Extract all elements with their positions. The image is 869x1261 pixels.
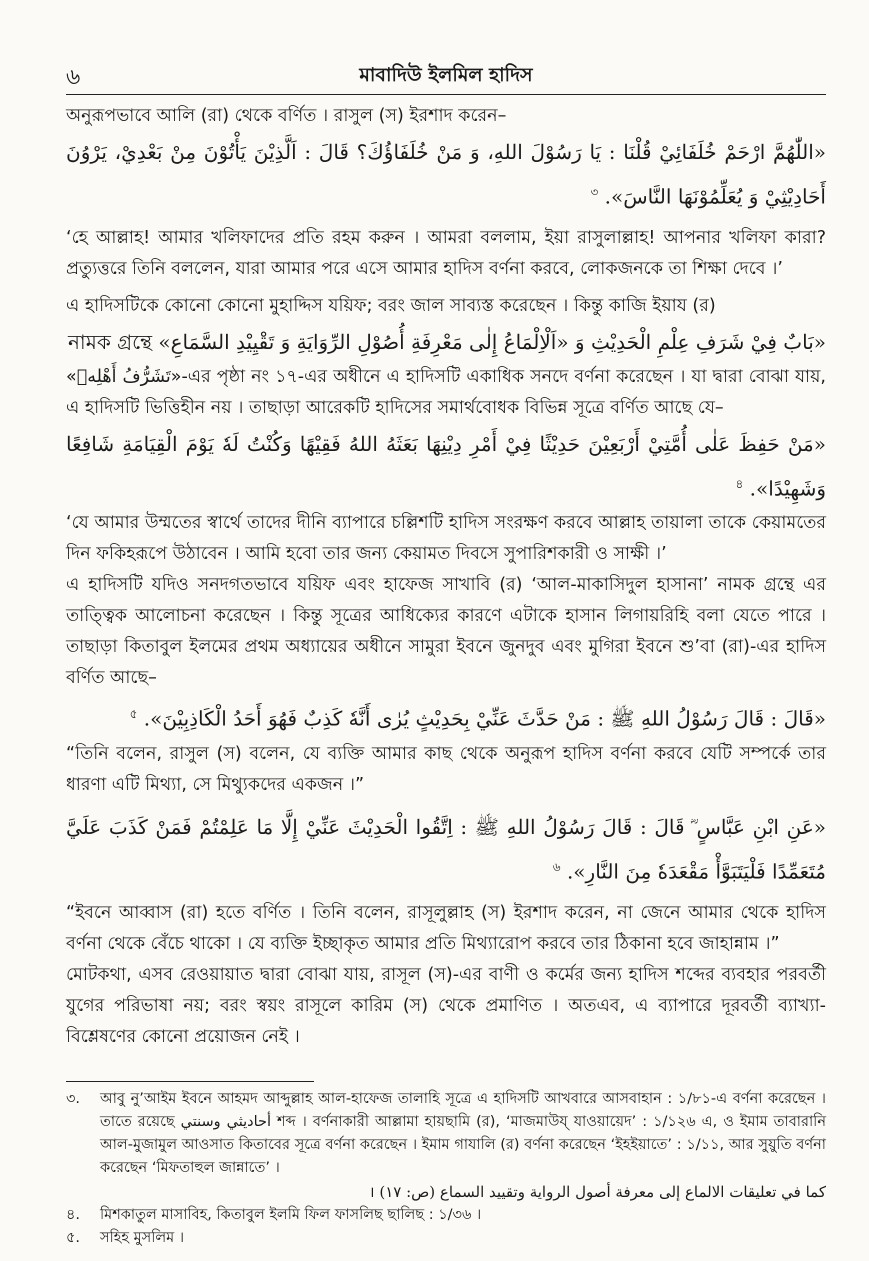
running-title: মাবাদিউ ইলমিল হাদিস <box>359 64 533 86</box>
translation-paragraph: “তিনি বলেন, রাসুল (স) বলেন, যে ব্যক্তি আমার কাছ থেকে অনুরূপ হাদিস বর্ণনা করবে যেটি সম্পর্কে তার ধারণা এটি মিথ্যা, সে মিথ্যুকদের একজন ।” <box>66 743 826 795</box>
footnote-item <box>66 1088 826 1180</box>
footnote-number: ৪. <box>66 1206 81 1223</box>
arabic-hadith-1: «اللّٰهُمَّ ارْحَمْ خُلَفَائِيْ قُلْنَا : يَا رَسُوْلَ اللهِ، وَ مَنْ خُلَفَاؤُكَ؟ قَالَ : اَلَّذِيْنَ يَأْتُوْنَ مِنْ بَعْدِيْ، يَرْوُنَ أَحَادِيْثِيْ وَ يُعَلِّمُوْنَهَا النَّاسَ». $^৩$ <box>66 140 826 209</box>
translation-paragraph: ‘হে আল্লাহ! আমার খলিফাদের প্রতি রহম করুন । আমরা বললাম, ইয়া রাসুলাল্লাহ! আপনার খলিফা কারা? প্রত্যুত্তরে তিনি বললেন, যারা আমার পরে এসে আমার হাদিস বর্ণনা করবে, লোকজনকে তা শিক্ষা দেবে ।’ <box>66 227 826 279</box>
footnote-text: আবু নু’আইম ইবনে আহমদ আব্দুল্লাহ আল-হাফেজ তালাহি সূত্রে এ হাদিসটি আখবারে আসবাহান : ১/৮১-এ বর্ণনা করেছেন । তাতে রয়েছে أحاديثي وسنتي শব্দ । বর্ণনাকারী আল্লামা হায়ছামি (র), ‘মাজমাউয্ যাওয়ায়েদ’ : ১/১২৬ এ, ও ইমাম তাবারানি আল-মুজামুল আওসাত কিতাবের সূত্রে বর্ণনা করেছেন । ইমাম গাযালি (র) বর্ণনা করেছেন ‘ইহইয়াতে’ : ১/১১, আর সুয়ুতি বর্ণনা করেছেন ‘মিফতাহুল জান্নাতে’ । <box>100 1090 826 1176</box>
page-number: ৬ <box>66 65 81 90</box>
footnote-item <box>66 1204 826 1227</box>
footnote-divider <box>66 1081 314 1082</box>
footnote-text: মিশকাতুল মাসাবিহ, কিতাবুল ইলমি ফিল ফাসলিছ ছালিছ : ১/৩৬ । <box>100 1206 482 1223</box>
arabic-hadith-2: «مَنْ حَفِظَ عَلٰى أُمَّتِيْ أَرْبَعِيْنَ حَدِيْثًا فِيْ أَمْرِ دِيْنِهَا بَعَثَهُ اللهُ فَقِيْهًا وَكُنْتُ لَهٗ يَوْمَ الْقِيَامَةِ شَافِعًا وَشَهِيْدًا». $^৪$ <box>66 431 826 501</box>
footnote-number: ৩. <box>66 1090 81 1107</box>
page-header <box>66 48 826 95</box>
footnote-number: ৫. <box>66 1229 81 1246</box>
body-paragraph: «تَشَرُّفُ أَهْلِهٖ»-এর পৃষ্ঠা নং ১৭-এর অধীনে এ হাদিসটি একাধিক সনদে বর্ণনা করেছেন । যা দ্বারা বোঝা যায়, এ হাদিসটি ভিত্তিহীন নয় । তাছাড়া আরেকটি হাদিসের সমার্থবোধক বিভিন্ন সূত্রে বর্ণিত আছে যে– <box>66 366 826 418</box>
book-page <box>66 48 826 1250</box>
intro-line: অনুরূপভাবে আলি (রা) থেকে বর্ণিত । রাসুল (স) ইরশাদ করেন– <box>66 106 507 126</box>
arabic-hadith-3: «قَالَ : قَالَ رَسُوْلُ اللهِ ﷺ : مَنْ حَدَّثَ عَنِّيْ بِحَدِيْثٍ يُرٰى أَنَّهٗ كَذِبٌ فَهُوَ أَحَدُ الْكَاذِبِيْنَ». $^৫$ <box>129 706 826 731</box>
footnote-ref: ৫ <box>129 707 138 722</box>
conclusion-paragraph: মোটকথা, এসব রেওয়ায়াত দ্বারা বোঝা যায়, রাসূল (স)-এর বাণী ও কর্মের জন্য হাদিস শব্দের ব্যবহার পরবর্তী যুগের পরিভাষা নয়; বরং স্বয়ং রাসূলে কারিম (স) থেকে প্রমাণিত । অতএব, এ ব্যাপারে দূরবর্তী ব্যাখ্যা-বিশ্লেষণের কোনো প্রয়োজন নেই । <box>66 964 826 1047</box>
body-paragraph: এ হাদিসটি যদিও সনদগতভাবে যয়িফ এবং হাফেজ সাখাবি (র) ‘আল-মাকাসিদুল হাসানা’ নামক গ্রন্থে এর তাত্ত্বিক আলোচনা করেছেন । কিন্তু সূত্রের আধিক্যের কারণে এটাকে হাসান লিগায়রিহি বলা যেতে পারে । তাছাড়া কিতাবুল ইলমের প্রথম অধ্যায়ের অধীনে সামুরা ইবনে জুনদুব এবং মুগিরা ইবনে শু’বা (রা)-এর হাদিস বর্ণিত আছে– <box>66 575 826 689</box>
footnote-ref: ৬ <box>552 859 561 874</box>
footnote-arabic: كما في تعليقات الالماع إلى معرفة أصول الرواية وتقييد السماع (ص: ١٧) । <box>368 1182 826 1201</box>
translation-paragraph: “ইবনে আব্বাস (রা) হতে বর্ণিত । তিনি বলেন, রাসূলুল্লাহ (স) ইরশাদ করেন, না জেনে আমার থেকে হাদিস বর্ণনা থেকে বেঁচে থাকো । যে ব্যক্তি ইচ্ছাকৃত আমার প্রতি মিথ্যারোপ করবে তার ঠিকানা হবে জাহান্নাম ।” <box>66 902 826 954</box>
footnotes <box>66 1088 826 1250</box>
body-paragraph: এ হাদিসটিকে কোনো কোনো মুহাদ্দিস যয়িফ; বরং জাল সাব্যস্ত করেছেন । কিন্তু কাজি ইয়ায (র) <box>66 295 716 316</box>
footnote-text: সহিহ মুসলিম । <box>100 1229 184 1246</box>
footnote-ref: ৪ <box>735 476 744 491</box>
arabic-hadith-4: «عَنِ ابْنِ عَبَّاسٍ ؓ قَالَ : قَالَ رَسُوْلُ اللهِ ﷺ : اِتَّقُوا الْحَدِيْثَ عَنِّيْ إِلَّا مَا عَلِمْتُمْ فَمَنْ كَذَبَ عَلَيَّ مُتَعَمِّدًا فَلْيَتَبَوَّأْ مَقْعَدَهٗ مِنَ النَّارِ». $^৬$ <box>66 814 826 884</box>
arabic-book-title: «بَابٌ فِيْ شَرَفِ عِلْمِ الْحَدِيْثِ وَ «اَلْاِلْمَاعُ إِلٰى مَعْرِفَةِ أُصُوْلِ الرِّوَايَةِ وَ تَقْيِيْدِ السَّمَاعِ» নামক গ্রন্থে <box>67 329 826 354</box>
footnote-item <box>66 1227 826 1250</box>
translation-paragraph: ‘যে আমার উম্মতের স্বার্থে তাদের দীনি ব্যাপারে চল্লিশটি হাদিস সংরক্ষণ করবে আল্লাহ তায়ালা তাকে কেয়ামতের দিন ফকিহরূপে উঠাবেন । আমি হবো তার জন্য কেয়ামত দিবসে সুপারিশকারী ও সাক্ষী ।’ <box>66 513 826 565</box>
main-text <box>66 101 826 1053</box>
footnote-ref: ৩ <box>590 185 599 199</box>
